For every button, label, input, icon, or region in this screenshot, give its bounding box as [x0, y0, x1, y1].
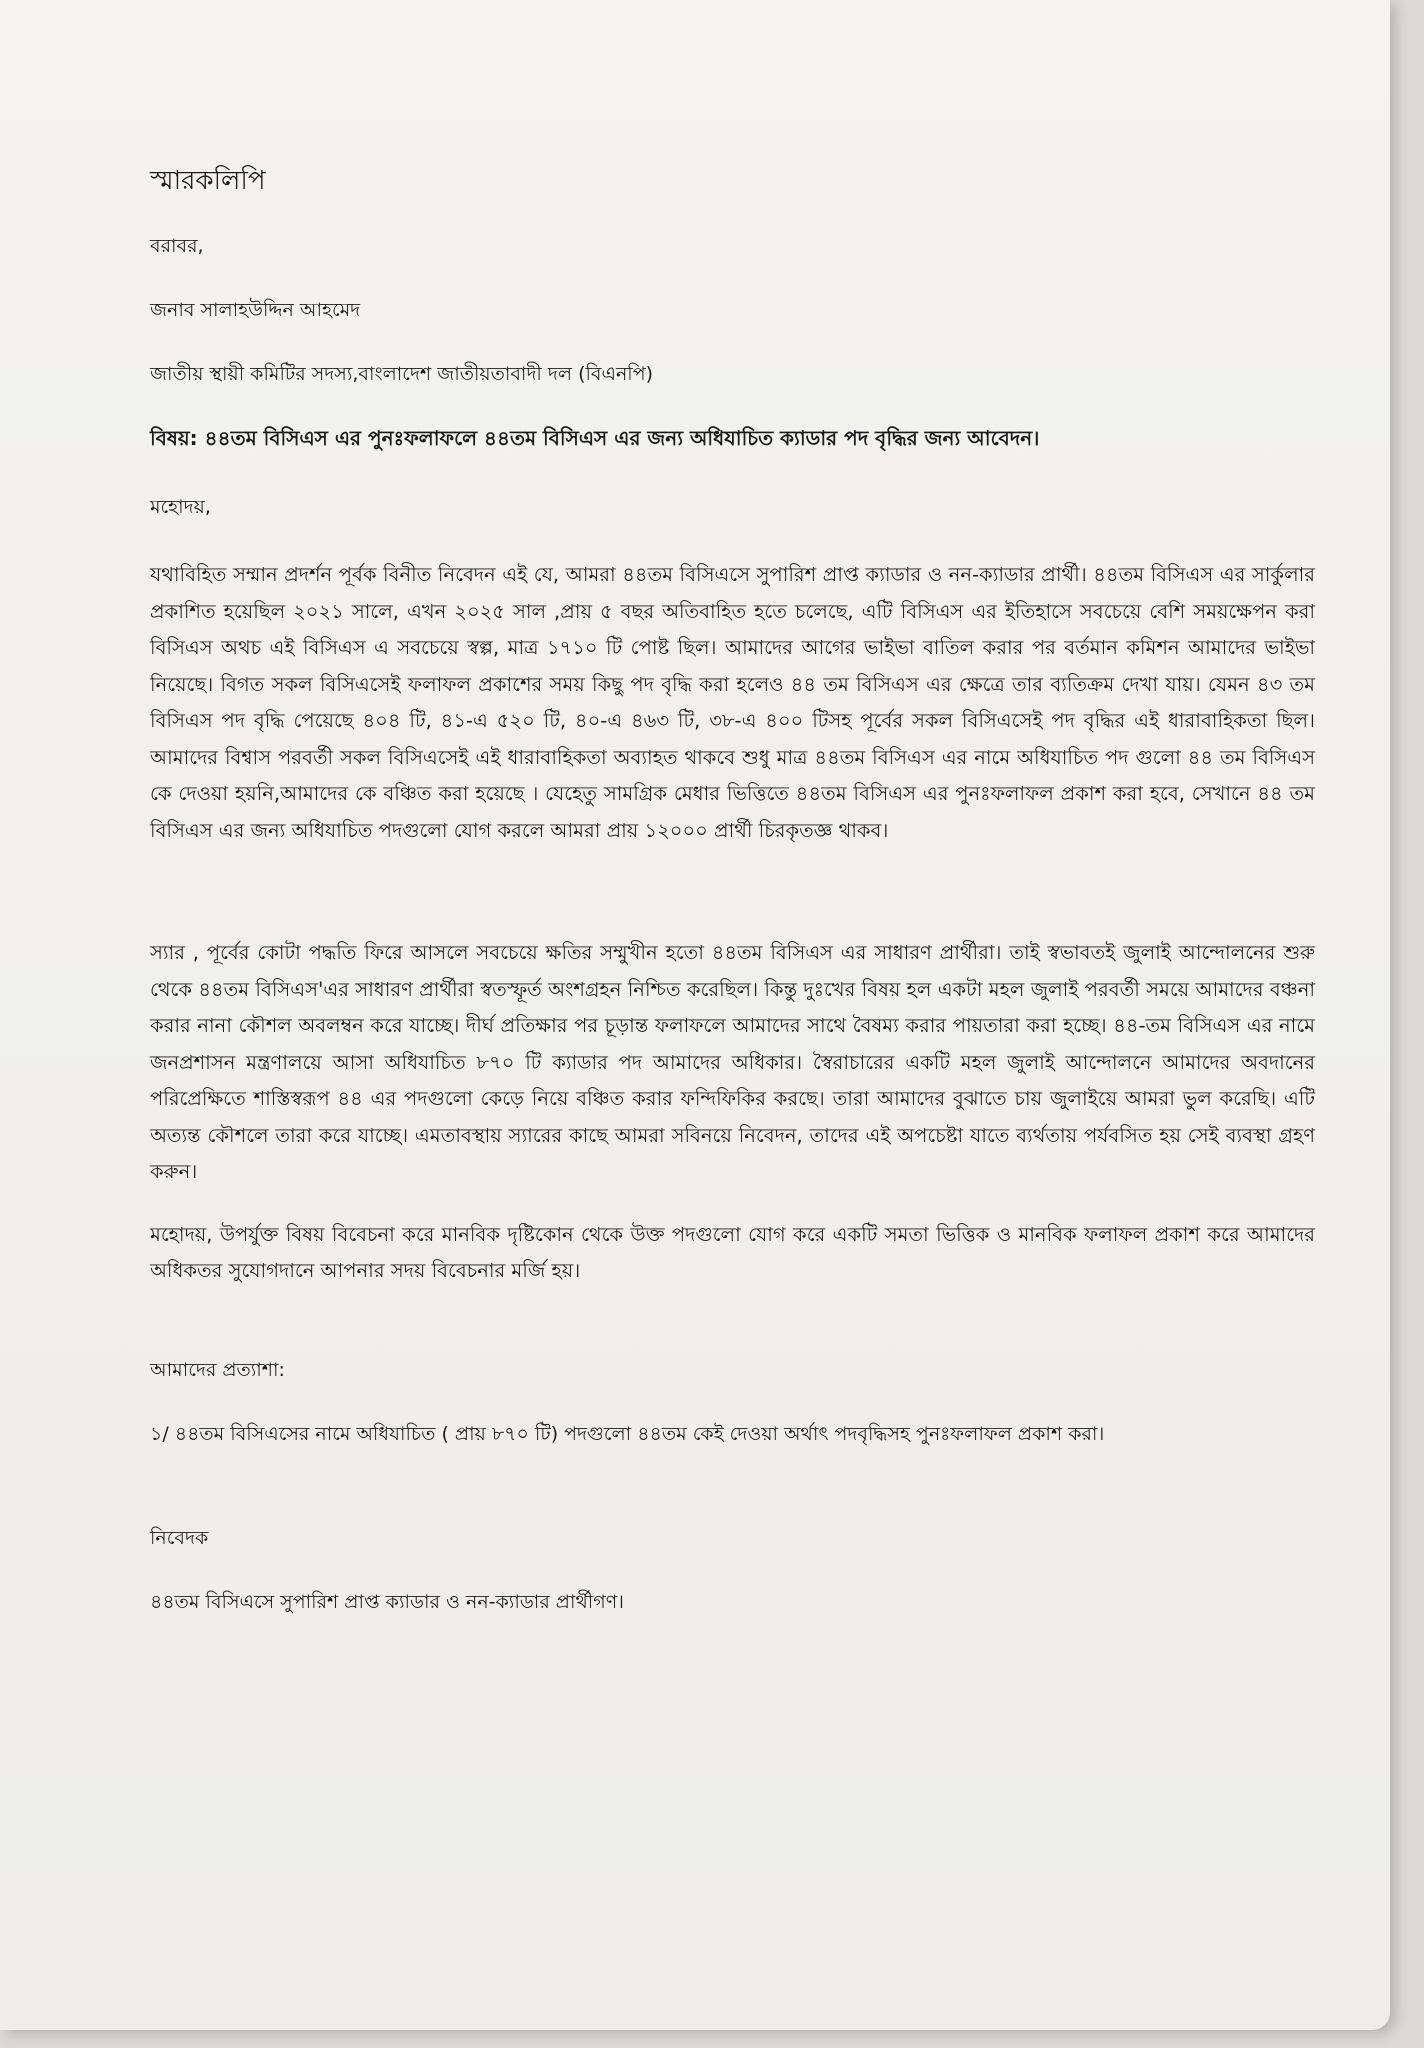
expectation-label: আমাদের প্রত্যাশা: — [150, 1358, 285, 1381]
subject-line: বিষয়: ৪৪তম বিসিএস এর পুনঃফলাফলে ৪৪তম বিসিএস এর জন্য অধিযাচিত ক্যাডার পদ বৃদ্ধির জন্য আবেদন। — [150, 426, 1040, 450]
paragraph-3: মহোদয়, উপর্যুক্ত বিষয় বিবেচনা করে মানবিক দৃষ্টিকোন থেকে উক্ত পদগুলো যোগ করে একটি সমতা ভিত্তিক ও মানবিক ফলাফল প্রকাশ করে আমাদের অধিকতর সুযোগদানে আপনার সদয় বিবেচনার মর্জি হয়। — [150, 1222, 1315, 1282]
spacer — [150, 1316, 1315, 1356]
letter-body — [150, 160, 1315, 1652]
recipient-name: জনাব সালাহউদ্দিন আহমেদ — [150, 299, 361, 321]
paragraph-1: যথাবিহিত সম্মান প্রদর্শন পূর্বক বিনীত নিবেদন এই যে, আমরা ৪৪তম বিসিএসে সুপারিশ প্রাপ্ত ক্যাডার ও নন-ক্যাডার প্রার্থী। ৪৪তম বিসিএস এর সার্কুলার প্রকাশিত হয়েছিল ২০২১ সালে, এখন ২০২৫ সাল ,প্রায় ৫ বছর অতিবাহিত হতে চলেছে, এটি বিসিএস এর ইতিহাসে সবচেয়ে বেশি সময়ক্ষেপন করা বিসিএস অথচ এই বিসিএস এ সবচেয়ে স্বল্প, মাত্র ১৭১০ টি পোষ্ট ছিল। আমাদের আগের ভাইভা বাতিল করার পর বর্তমান কমিশন আমাদের ভাইভা নিয়েছে। বিগত সকল বিসিএসেই ফলাফল প্রকাশের সময় কিছু পদ বৃদ্ধি করা হলেও ৪৪ তম বিসিএস এর ক্ষেত্রে তার ব্যতিক্রম দেখা যায়। যেমন ৪৩ তম বিসিএস পদ বৃদ্ধি পেয়েছে ৪০৪ টি, ৪১-এ ৫২০ টি, ৪০-এ ৪৬৩ টি, ৩৮-এ ৪০০ টিসহ পূর্বের সকল বিসিএসেই পদ বৃদ্ধির এই ধারাবাহিকতা ছিল। আমাদের বিশ্বাস পরবর্তী সকল বিসিএসেই এই ধারাবাহিকতা অব্যাহত থাকবে শুধু মাত্র ৪৪তম বিসিএস এর নামে অধিযাচিত পদ গুলো ৪৪ তম বিসিএস কে দেওয়া হয়নি,আমাদের কে বঞ্চিত করা হয়েছে । যেহেতু সামগ্রিক মেধার ভিত্তিতে ৪৪তম বিসিএস এর পুনঃফলাফল প্রকাশ করা হবে, সেখানে ৪৪ তম বিসিএস এর জন্য অধিযাচিত পদগুলো যোগ করলে আমরা প্রায় ১২০০০ প্রার্থী চিরকৃতজ্ঞ থাকব। — [150, 563, 1316, 842]
to-label: বরাবর, — [150, 235, 204, 257]
spacer — [150, 1484, 1315, 1524]
spacer — [150, 875, 1315, 935]
signoff-name: ৪৪তম বিসিএসে সুপারিশ প্রাপ্ত ক্যাডার ও নন-ক্যাডার প্রার্থীগণ। — [150, 1590, 624, 1613]
signoff-label: নিবেদক — [150, 1526, 209, 1549]
salutation: মহোদয়, — [150, 496, 211, 518]
recipient-designation: জাতীয় স্থায়ী কমিটির সদস্য,বাংলাদেশ জাতীয়তাবাদী দল (বিএনপি) — [150, 363, 654, 385]
expectation-item: ১/ ৪৪তম বিসিএসের নামে অধিযাচিত ( প্রায় ৮৭০ টি) পদগুলো ৪৪তম কেই দেওয়া অর্থাৎ পদবৃদ্ধিসহ পুনঃফলাফল প্রকাশ করা। — [150, 1422, 1105, 1445]
letter-title: স্মারকলিপি — [150, 166, 266, 196]
paragraph-2: স্যার , পূর্বের কোটা পদ্ধতি ফিরে আসলে সবচেয়ে ক্ষতির সম্মুখীন হতো ৪৪তম বিসিএস এর সাধারণ প্রার্থীরা। তাই স্বভাবতই জুলাই আন্দোলনের শুরু থেকে ৪৪তম বিসিএস'এর সাধারণ প্রার্থীরা স্বতস্ফূর্ত অংশগ্রহন নিশ্চিত করেছিল। কিন্তু দুঃখের বিষয় হল একটা মহল জুলাই পরবর্তী সময়ে আমাদের বঞ্চনা করার নানা কৌশল অবলম্বন করে যাচ্ছে। দীর্ঘ প্রতিক্ষার পর চূড়ান্ত ফলাফলে আমাদের সাথে বৈষম্য করার পায়তারা করা হচ্ছে। ৪৪-তম বিসিএস এর নামে জনপ্রশাসন মন্ত্রণালয়ে আসা অধিযাচিত ৮৭০ টি ক্যাডার পদ আমাদের অধিকার। স্বৈরাচারের একটি মহল জুলাই আন্দোলনে আমাদের অবদানের পরিপ্রেক্ষিতে শাস্তিস্বরূপ ৪৪ এর পদগুলো কেড়ে নিয়ে বঞ্চিত করার ফন্দিফিকির করছে। তারা আমাদের বুঝাতে চায় জুলাইয়ে আমরা ভুল করেছি। এটি অত্যন্ত কৌশলে তারা করে যাচ্ছে। এমতাবস্থায় স্যারের কাছে আমরা সবিনয়ে নিবেদন, তাদের এই অপচেষ্টা যাতে ব্যর্থতায় পর্যবসিত হয় সেই ব্যবস্থা গ্রহণ করুন। — [150, 941, 1315, 1183]
